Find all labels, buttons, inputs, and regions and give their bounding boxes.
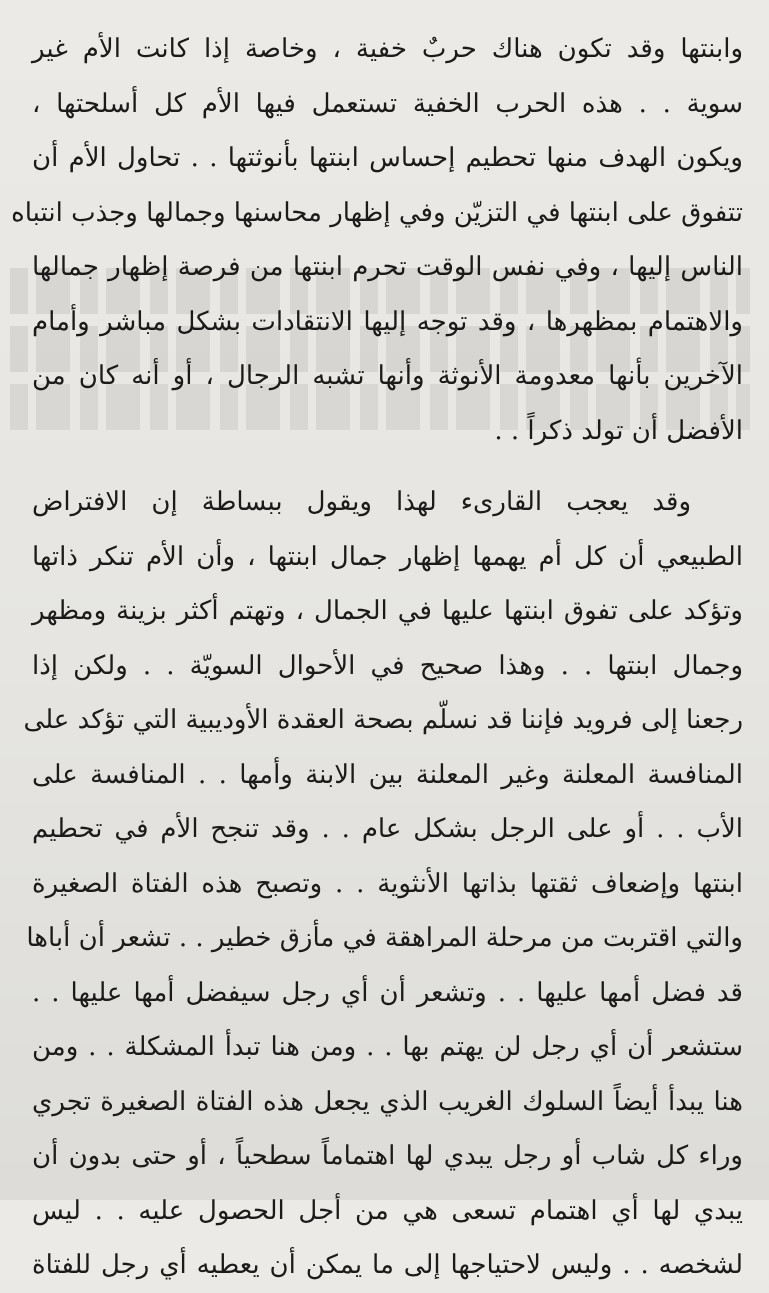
- text-line: ابنتها وإضعاف ثقتها بذاتها الأنثوية . . وتصبح هذه الفتاة الصغيرة: [32, 868, 743, 899]
- text-line: الأب . . أو على الرجل بشكل عام . . وقد تنجح الأم في تحطيم: [32, 814, 744, 844]
- text-line: الأفضل أن تولد ذكراً . .: [494, 415, 743, 446]
- text-line: ستشعر أن أي رجل لن يهتم بها . . ومن هنا تبدأ المشكلة . . ومن: [32, 1032, 743, 1062]
- text-line: هنا يبدأ أيضاً السلوك الغريب الذي يجعل هذه الفتاة الصغيرة تجري: [32, 1086, 743, 1117]
- text-line: الطبيعي أن كل أم يهمها إظهار جمال ابنتها ، وأن الأم تنكر ذاتها: [32, 541, 743, 572]
- text-line: الآخرين بأنها معدومة الأنوثة وأنها تشبه الرجال ، أو أنه كان من: [32, 361, 743, 391]
- text-line: المنافسة المعلنة وغير المعلنة بين الابنة وأمها . . المنافسة على: [32, 759, 743, 790]
- text-line: والتي اقتربت من مرحلة المراهقة في مأزق خطير . . تشعر أن أباها: [26, 923, 743, 953]
- text-line: الناس إليها ، وفي نفس الوقت تحرم ابنتها من فرصة إظهار جمالها: [32, 252, 743, 282]
- text-line: سوية . . هذه الحرب الخفية تستعمل فيها الأم كل أسلحتها ،: [32, 88, 743, 119]
- paragraph-gap: [32, 458, 743, 475]
- text-line: قد فضل أمها عليها . . وتشعر أن أي رجل سيفضل أمها عليها . .: [32, 977, 743, 1008]
- text-line: وجمال ابنتها . . وهذا صحيح في الأحوال السويّة . . ولكن إذا: [32, 650, 743, 681]
- text-line: وابنتها وقد تكون هناك حربٌ خفية ، وخاصة إذا كانت الأم غير: [32, 34, 743, 64]
- text-line: ويكون الهدف منها تحطيم إحساس ابنتها بأنوثتها . . تحاول الأم أن: [32, 143, 743, 173]
- text-line: وقد يعجب القارىء لهذا ويقول ببساطة إن الافتراض: [32, 487, 691, 517]
- text-line: رجعنا إلى فرويد فإننا قد نسلّم بصحة العقدة الأوديبية التي تؤكد على: [23, 705, 743, 735]
- paragraph-1: [11, 22, 743, 458]
- text-line: وتؤكد على تفوق ابنتها عليها في الجمال ، وتهتم أكثر بزينة ومظهر: [32, 596, 743, 626]
- text-line: والاهتمام بمظهرها ، وقد توجه إليها الانتقادات بشكل مباشر وأمام: [32, 306, 743, 337]
- text-line: يبدي لها أي اهتمام تسعى هي من أجل الحصول عليه . . ليس: [32, 1195, 743, 1226]
- text-line: تتفوق على ابنتها في التزيّن وفي إظهار محاسنها وجمالها وجذب انتباه: [11, 197, 743, 228]
- paragraph-2: [23, 475, 744, 1293]
- text-line: وراء كل شاب أو رجل يبدي لها اهتماماً سطحياً ، أو حتى بدون أن: [32, 1141, 743, 1171]
- text-line: لشخصه . . وليس لاحتياجها إلى ما يمكن أن يعطيه أي رجل للفتاة: [32, 1250, 743, 1280]
